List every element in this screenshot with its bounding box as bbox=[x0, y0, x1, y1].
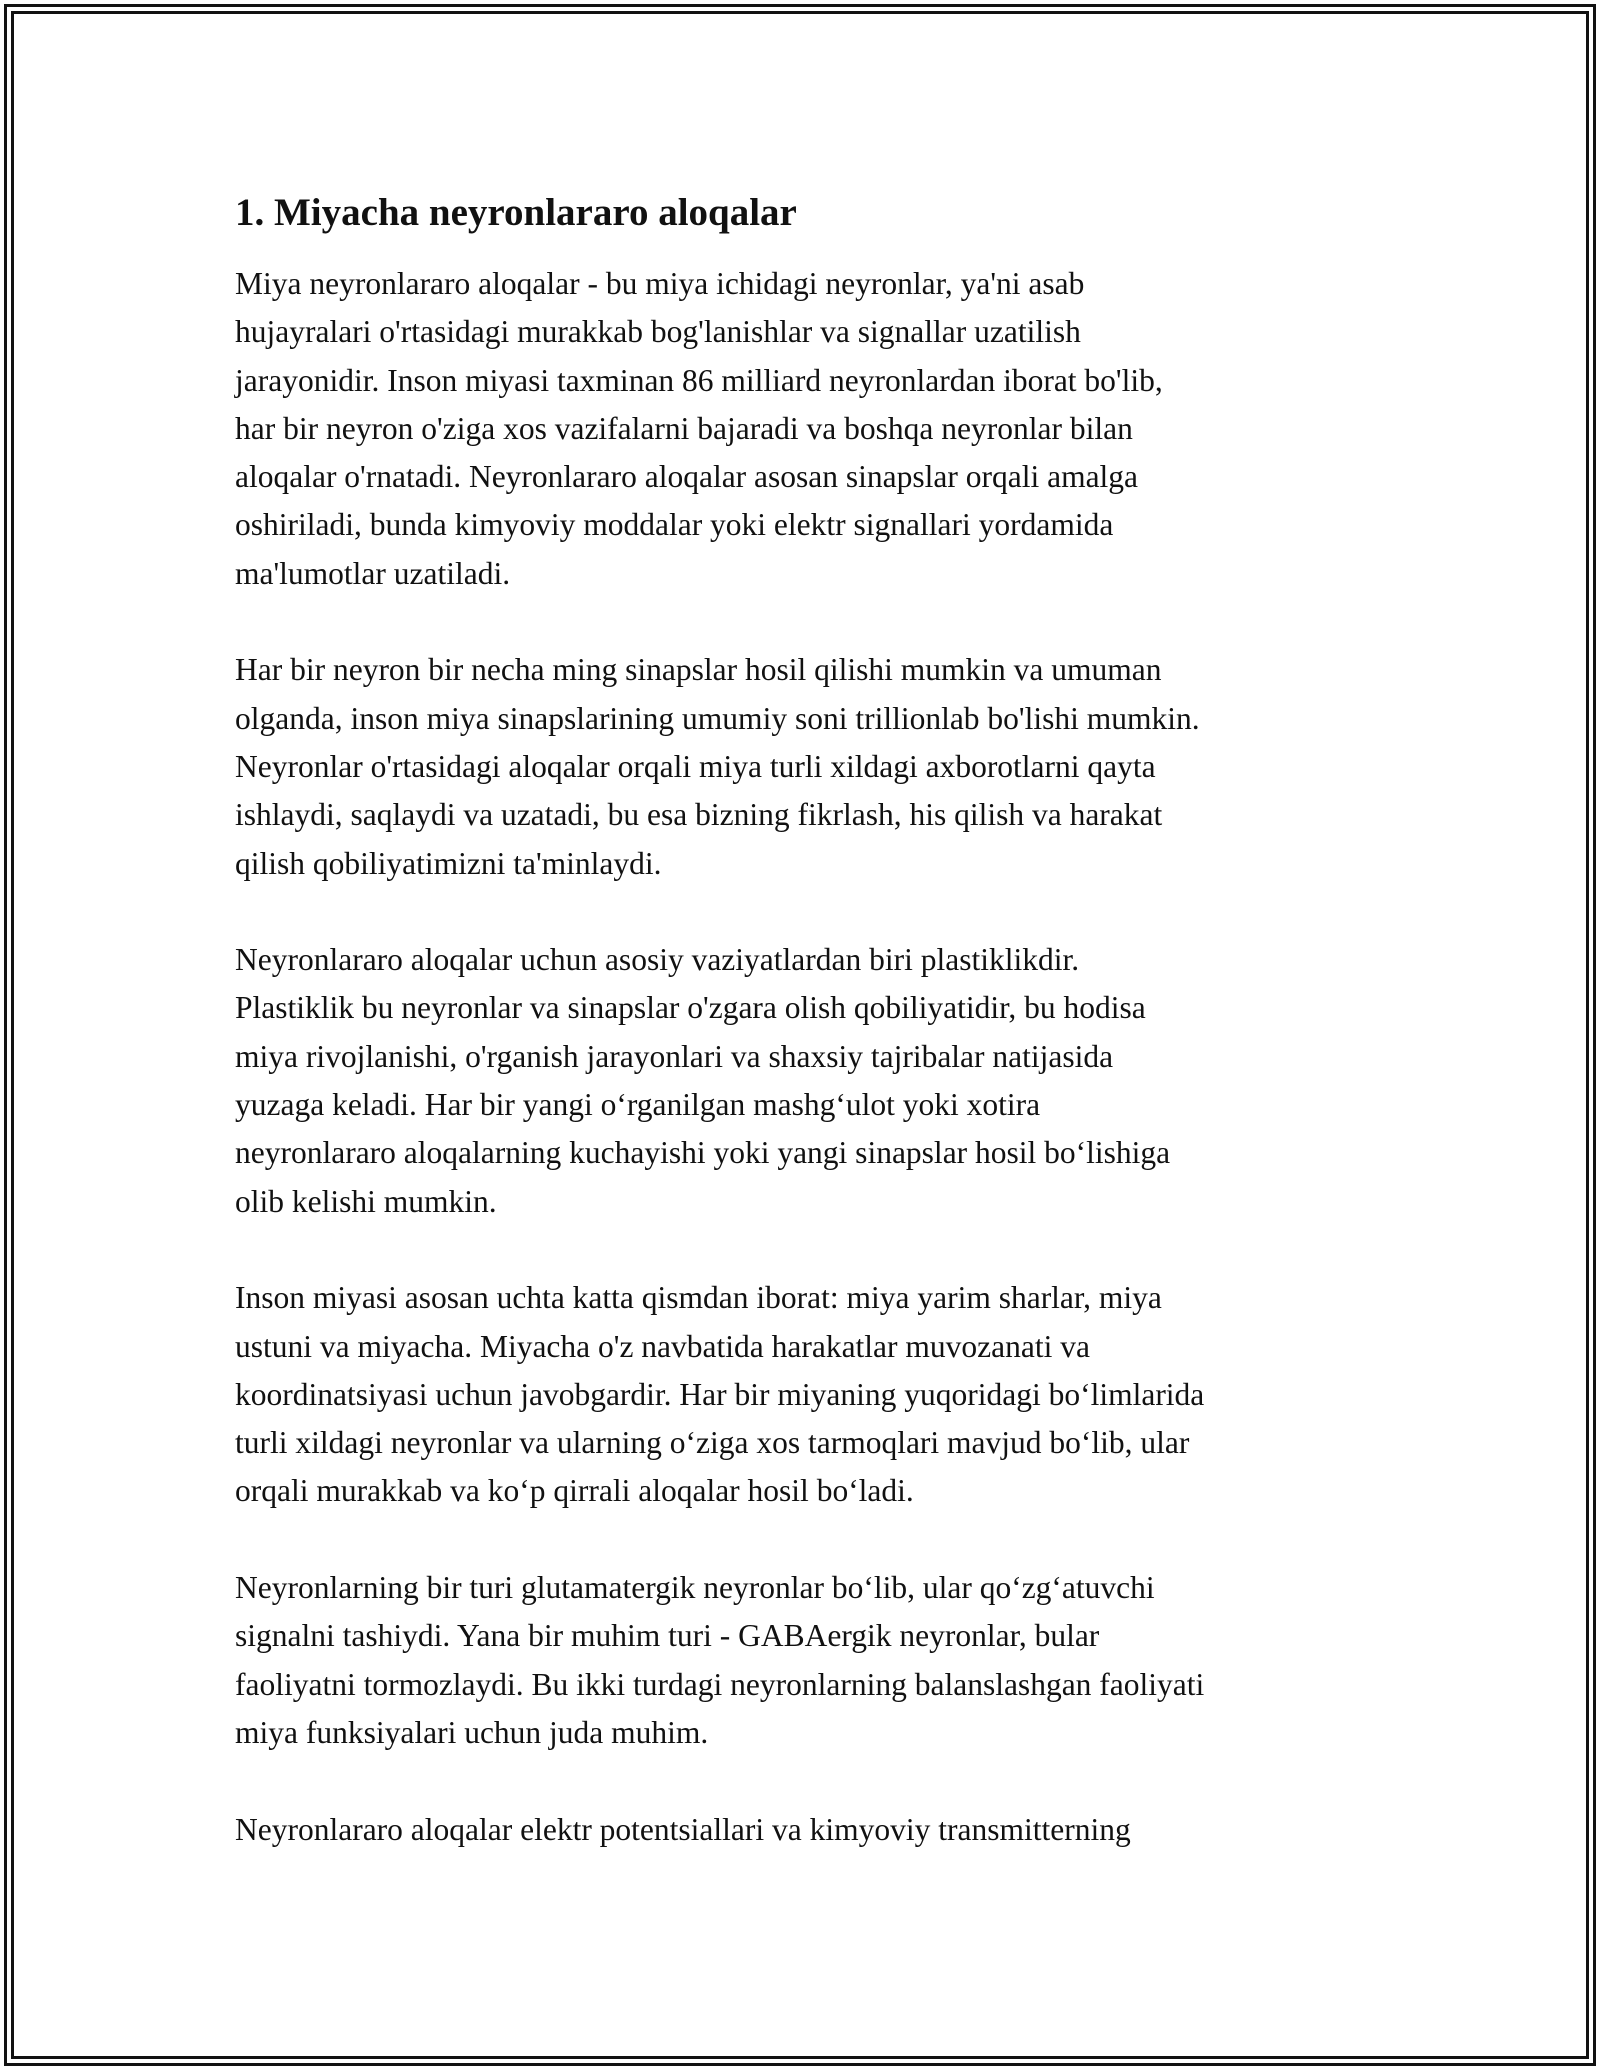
paragraph-line: Neyronlar o'rtasidagi aloqalar orqali miya turli xildagi axborotlarni qayta bbox=[235, 748, 1156, 784]
paragraph-line: neyronlararo aloqalarning kuchayishi yoki yangi sinapslar hosil boʻlishiga bbox=[235, 1135, 1171, 1171]
paragraph-line: ma'lumotlar uzatiladi. bbox=[235, 555, 511, 591]
section-heading: 1. Miyacha neyronlararo aloqalar bbox=[235, 191, 797, 234]
paragraph-line: orqali murakkab va koʻp qirrali aloqalar hosil boʻladi. bbox=[235, 1473, 914, 1509]
paragraph bbox=[235, 1806, 1380, 1854]
paragraph-line: olganda, inson miya sinapslarining umumiy soni trillionlab bo'lishi mumkin. bbox=[235, 700, 1200, 736]
paragraph-line: turli xildagi neyronlar va ularning oʻziga xos tarmoqlari mavjud boʻlib, ular bbox=[235, 1425, 1190, 1461]
paragraph bbox=[235, 936, 1380, 1226]
paragraph-line: Inson miyasi asosan uchta katta qismdan iborat: miya yarim sharlar, miya bbox=[235, 1280, 1162, 1316]
paragraph bbox=[235, 1564, 1380, 1757]
paragraph-line: qilish qobiliyatimizni ta'minlaydi. bbox=[235, 845, 662, 881]
paragraph-line: yuzaga keladi. Har bir yangi oʻrganilgan mashgʻulot yoki xotira bbox=[235, 1087, 1041, 1123]
paragraph bbox=[235, 646, 1380, 887]
paragraph-line: olib kelishi mumkin. bbox=[235, 1183, 497, 1219]
paragraph-line: har bir neyron o'ziga xos vazifalarni bajaradi va boshqa neyronlar bilan bbox=[235, 410, 1133, 446]
paragraph-line: Har bir neyron bir necha ming sinapslar hosil qilishi mumkin va umuman bbox=[235, 652, 1162, 688]
paragraph bbox=[235, 1274, 1380, 1515]
paragraph-line: jarayonidir. Inson miyasi taxminan 86 milliard neyronlardan iborat bo'lib, bbox=[235, 362, 1163, 398]
paragraph-line: signalni tashiydi. Yana bir muhim turi - GABAergik neyronlar, bular bbox=[235, 1618, 1100, 1654]
paragraph-line: Neyronlararo aloqalar uchun asosiy vaziyatlardan biri plastiklikdir. bbox=[235, 942, 1080, 978]
paragraph-line: hujayralari o'rtasidagi murakkab bog'lanishlar va signallar uzatilish bbox=[235, 314, 1081, 350]
paragraph-line: Plastiklik bu neyronlar va sinapslar o'zgara olish qobiliyatidir, bu hodisa bbox=[235, 990, 1146, 1026]
paragraph-line: ishlaydi, saqlaydi va uzatadi, bu esa bizning fikrlash, his qilish va harakat bbox=[235, 797, 1163, 833]
paragraph-line: Neyronlararo aloqalar elektr potentsiallari va kimyoviy transmitterning bbox=[235, 1811, 1131, 1847]
document-body bbox=[235, 188, 1380, 1902]
paragraph-line: Miya neyronlararo aloqalar - bu miya ichidagi neyronlar, ya'ni asab bbox=[235, 266, 1085, 301]
paragraph-line: oshiriladi, bunda kimyoviy moddalar yoki elektr signallari yordamida bbox=[235, 507, 1114, 543]
paragraph-line: koordinatsiyasi uchun javobgardir. Har bir miyaning yuqoridagi boʻlimlarida bbox=[235, 1376, 1205, 1412]
paragraph-line: miya funksiyalari uchun juda muhim. bbox=[235, 1714, 709, 1750]
paragraph-line: ustuni va miyacha. Miyacha o'z navbatida harakatlar muvozanati va bbox=[235, 1328, 1090, 1364]
paragraph bbox=[235, 260, 1380, 598]
paragraph-line: aloqalar o'rnatadi. Neyronlararo aloqalar asosan sinapslar orqali amalga bbox=[235, 459, 1139, 495]
paragraph-line: Neyronlarning bir turi glutamatergik neyronlar boʻlib, ular qoʻzgʻatuvchi bbox=[235, 1570, 1155, 1606]
paragraph-line: faoliyatni tormozlaydi. Bu ikki turdagi neyronlarning balanslashgan faoliyati bbox=[235, 1666, 1205, 1702]
paragraph-line: miya rivojlanishi, o'rganish jarayonlari va shaxsiy tajribalar natijasida bbox=[235, 1038, 1114, 1074]
